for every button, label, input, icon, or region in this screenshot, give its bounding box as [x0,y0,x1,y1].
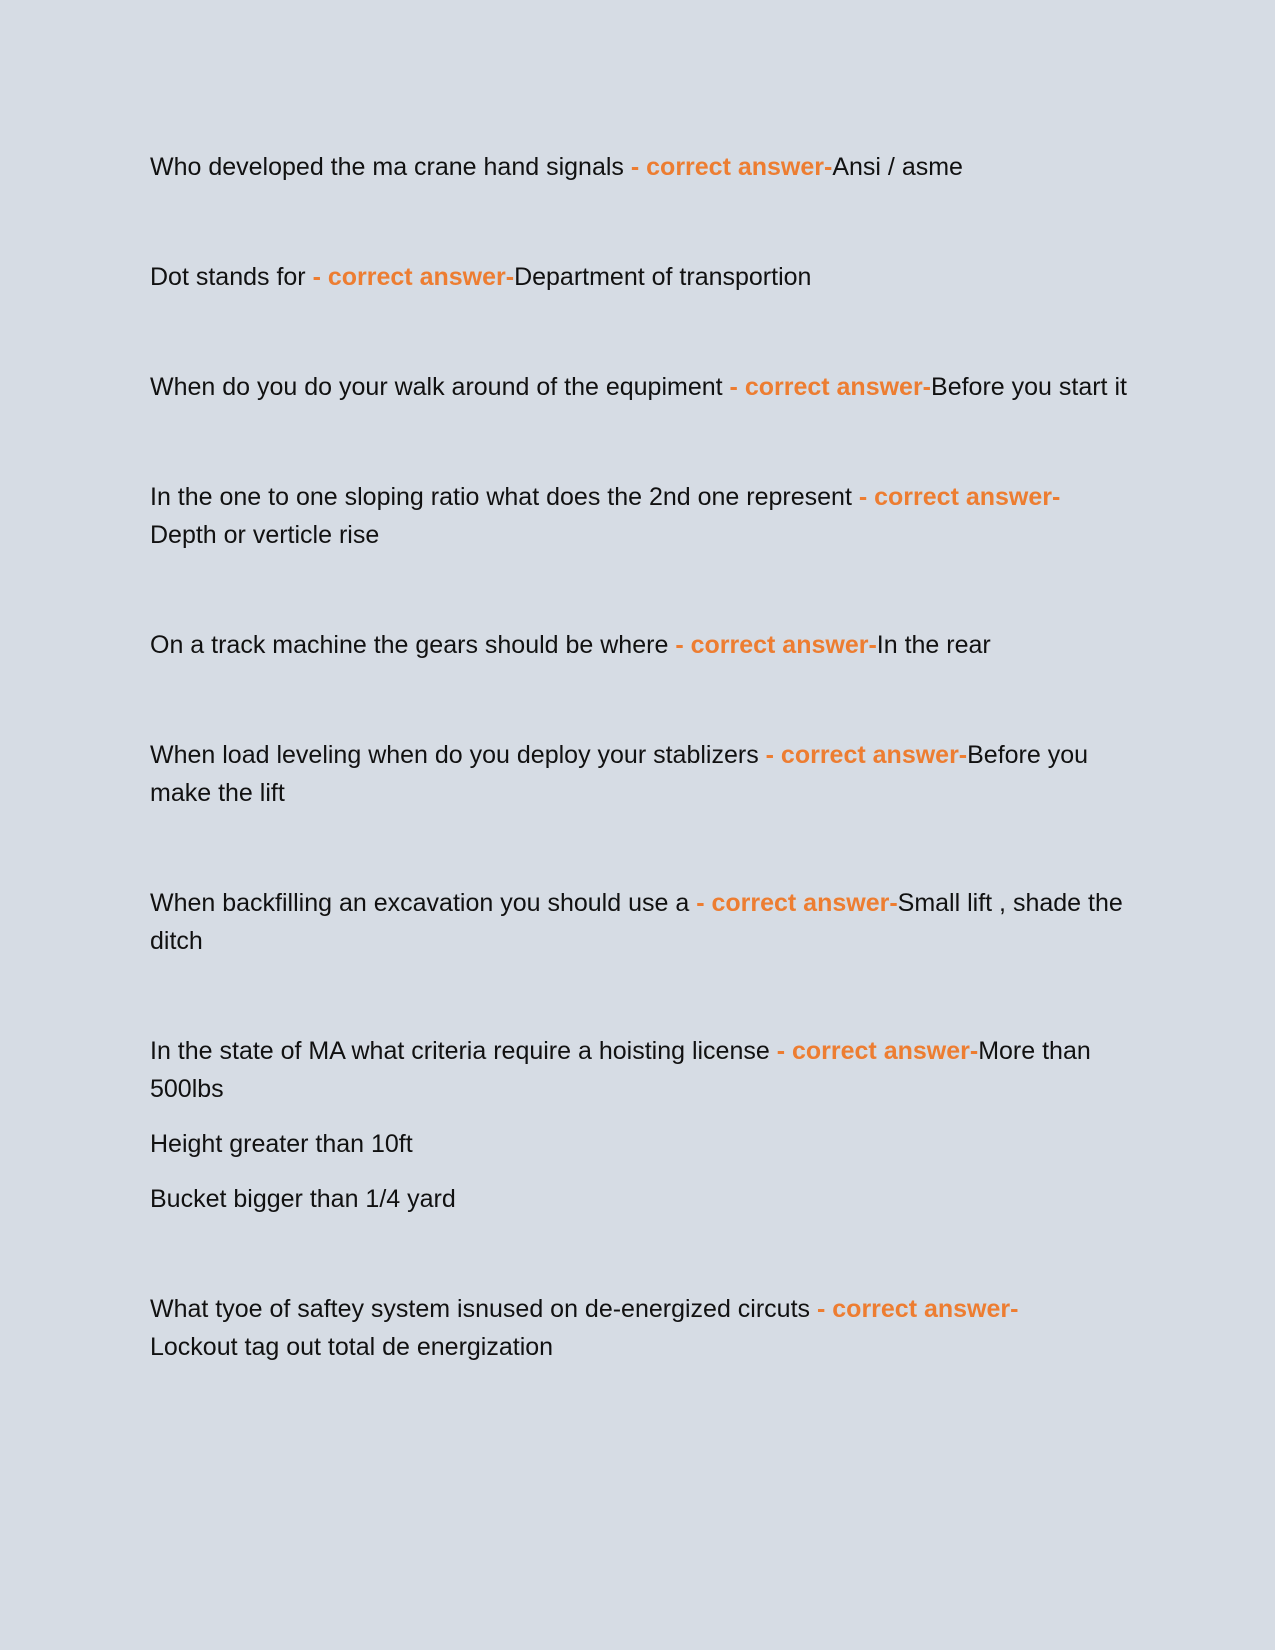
question-text: When backfilling an excavation you should use a [150,889,690,917]
answer-text: In the rear [876,631,991,659]
question-text: When load leveling when do you deploy your stablizers [150,741,759,769]
qa-item [150,1032,1135,1218]
question-text: When do you do your walk around of the equpiment [150,373,723,401]
answer-text: Before you make the lift [150,741,1089,807]
answer-text: Depth or verticle rise [150,521,380,549]
correct-answer-label: - correct answer- [729,373,932,401]
correct-answer-label: - correct answer- [817,1295,1019,1323]
question-text: In the one to one sloping ratio what does the 2nd one represent [150,483,852,511]
correct-answer-label: - correct answer- [776,1037,979,1065]
question-text: What tyoe of saftey system isnused on de-energized circuts [150,1295,811,1323]
answer-text: More than 500lbs [150,1037,1091,1103]
answer-text: Department of transportion [514,263,812,291]
answer-text: Before you start it [931,373,1127,401]
qa-item [150,258,1135,296]
correct-answer-label: - correct answer- [312,263,515,291]
qa-item [150,736,1135,812]
qa-item [150,148,1135,186]
qa-item [150,626,1135,664]
answer-text: Small lift , shade the ditch [150,889,1123,955]
qa-list [150,148,1135,1438]
qa-item [150,884,1135,960]
qa-item [150,368,1135,406]
correct-answer-label: - correct answer- [858,483,1061,511]
correct-answer-label: - correct answer- [675,631,877,659]
question-text: In the state of MA what criteria require a hoisting license [150,1037,770,1065]
answer-text: Ansi / asme [832,153,963,181]
answer-extra-line: Bucket bigger than 1/4 yard [150,1185,456,1213]
correct-answer-label: - correct answer- [765,741,968,769]
question-text: On a track machine the gears should be where [150,631,669,659]
question-text: Who developed the ma crane hand signals [150,153,624,181]
answer-text: Lockout tag out total de energization [150,1333,554,1361]
answer-extra-line: Height greater than 10ft [150,1130,413,1158]
correct-answer-label: - correct answer- [630,153,833,181]
question-text: Dot stands for [150,263,306,291]
qa-item [150,478,1135,554]
qa-item [150,1290,1135,1366]
correct-answer-label: - correct answer- [696,889,898,917]
